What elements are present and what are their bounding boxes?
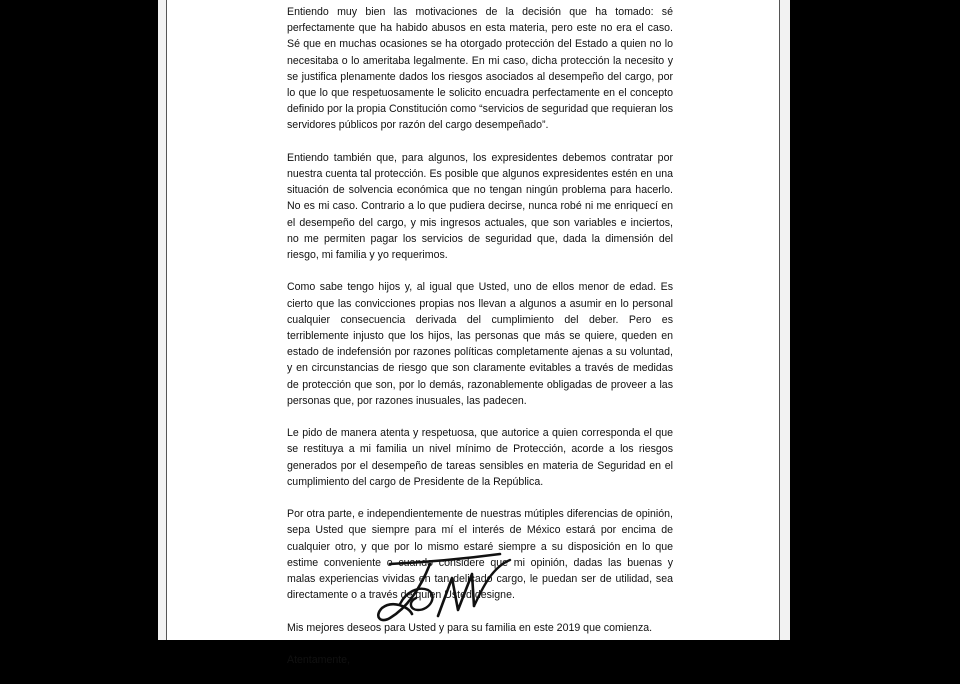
closing-salutation: Atentamente, (287, 654, 351, 667)
paragraph-best-wishes: Mis mejores deseos para Usted y para su familia en este 2019 que comienza. (287, 621, 653, 634)
paragraph-children: Como sabe tengo hijos y, al igual que Usted, uno de ellos menor de edad. Es cierto que las convicciones propias nos llevan a algunos a asumir en lo personal cualquier consecuencia derivada del cumplimiento del deber. Pero es terriblemente injusto que los hijos, las personas que más se quiere, queden en estado de indefensión por razones políticas completamente ajenas a su voluntad, y en circunstancias de riesgo que son claramente evitables a través de medidas de protección que son, por lo demás, razonablemente obligadas de proveer a las personas que, por razones inusuales, las padecen. (287, 281, 673, 407)
paragraph-availability: Por otra parte, e independientemente de nuestras mútiples diferencias de opinión, sepa Usted que siempre para mí el interés de México estará por encima de cualquier otro, y que por lo mismo estaré siempre a su disposición en lo que estime conveniente o cuando considere que mi opinión, dadas las buenas y malas experiencias vividas en tan delicado cargo, le puedan ser de utilidad, sea directamente o a través de quien Usted designe. (287, 508, 673, 602)
handwritten-signature (360, 544, 530, 634)
paragraph-motivations: Entiendo muy bien las motivaciones de la decisión que ha tomado: sé perfectamente que ha habido abusos en esta materia, pero este no era el caso. Sé que en muchas ocasiones se ha otorgado protección del Estado a quien no lo necesitaba o lo ameritaba legalmente. En mi caso, dicha protección la necesito y se justifica plenamente dados los riesgos asociados al desempeño del cargo, por lo que lo que respetuosamente le solicito encuadra perfectamente en el concepto definido por la propia Constitución como “servicios de seguridad que requieran los servidores públicos por razón del cargo desempeñado”. (287, 6, 673, 132)
paragraph-request: Le pido de manera atenta y respetuosa, que autorice a quien corresponda el que se restituya a mi familia un nivel mínimo de Protección, acorde a los riesgos generados por el desempeño de tareas sensibles en materia de Seguridad en el cumplimiento del cargo de Presidente de la República. (287, 427, 673, 488)
paragraph-protection-cost: Entiendo también que, para algunos, los expresidentes debemos contratar por nuestra cuenta tal protección. Es posible que algunos expresidentes estén en una situación de solvencia económica que no tengan ningún problema para hacerlo. No es mi caso. Contrario a lo que pudiera decirse, nunca robé ni me enriquecí en el desempeño del cargo, y mis ingresos actuales, que son variables e inciertos, no me permiten pagar los servicios de seguridad que, dada la dimensión del riesgo, mi familia y yo requerimos. (287, 151, 673, 262)
